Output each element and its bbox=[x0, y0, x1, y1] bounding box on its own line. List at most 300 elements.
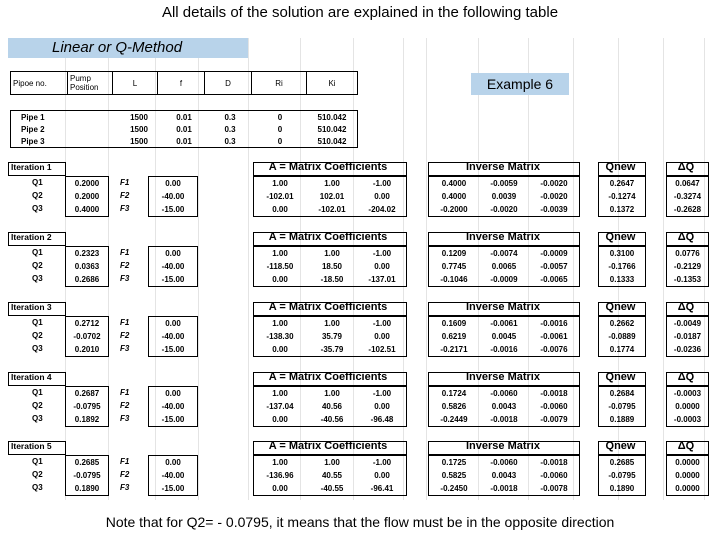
f-labels bbox=[120, 246, 129, 285]
q-values bbox=[65, 316, 109, 357]
iteration-block bbox=[8, 441, 708, 497]
header-f: f bbox=[158, 72, 205, 95]
f-label: F1 bbox=[120, 318, 130, 327]
iteration-block bbox=[8, 162, 708, 218]
f-label: F1 bbox=[120, 457, 130, 466]
inverse-matrix-cell: 0.5825 bbox=[441, 471, 467, 480]
dq-header: ΔQ bbox=[677, 440, 695, 452]
a-matrix bbox=[253, 316, 407, 357]
inverse-matrix-cell: -0.0061 bbox=[540, 332, 568, 341]
dq-value: -0.1353 bbox=[673, 275, 702, 284]
inverse-header-box bbox=[428, 302, 580, 316]
iteration-title-box bbox=[8, 232, 66, 246]
a-matrix-cell: 0.00 bbox=[374, 332, 390, 341]
dq-value: -0.0003 bbox=[673, 389, 702, 398]
f-labels bbox=[120, 176, 129, 215]
q-value: 0.2000 bbox=[74, 192, 100, 201]
a-matrix-cell: -102.01 bbox=[266, 192, 294, 201]
example-label: Example 6 bbox=[486, 76, 554, 92]
inverse-matrix-cell: -0.0074 bbox=[490, 249, 518, 258]
method-title: Linear or Q-Method bbox=[52, 39, 183, 56]
pipe-ki-cell: 510.042 bbox=[317, 136, 347, 146]
f-labels bbox=[120, 316, 129, 355]
a-matrix-cell: 0.00 bbox=[272, 415, 288, 424]
inverse-matrix-cell: -0.2000 bbox=[440, 205, 468, 214]
qnew-header: Qnew bbox=[605, 231, 636, 243]
matrix-header: A = Matrix Coefficients bbox=[268, 231, 388, 243]
f-value: -15.00 bbox=[161, 415, 185, 424]
qnew-header: Qnew bbox=[605, 301, 636, 313]
a-matrix-cell: -96.48 bbox=[370, 415, 394, 424]
qnew-header: Qnew bbox=[605, 161, 636, 173]
a-matrix-cell: 40.56 bbox=[321, 402, 343, 411]
qnew-value: 0.2647 bbox=[609, 179, 635, 188]
a-matrix-cell: -137.04 bbox=[266, 402, 294, 411]
q-values bbox=[65, 455, 109, 496]
page-title: All details of the solution are explained in the following table bbox=[161, 4, 559, 21]
f-value: -15.00 bbox=[161, 484, 185, 493]
pipe-ri-cell: 0 bbox=[277, 112, 283, 122]
pipe-pump-cell bbox=[75, 123, 117, 135]
a-matrix-cell: -40.55 bbox=[320, 484, 344, 493]
row-label: Q1 bbox=[32, 178, 43, 187]
f-values bbox=[148, 176, 198, 217]
dq-header-box bbox=[666, 232, 709, 246]
a-matrix-cell: -1.00 bbox=[372, 458, 392, 467]
qnew-values bbox=[598, 176, 646, 217]
dq-value: 0.0000 bbox=[675, 484, 700, 493]
pipe-row bbox=[11, 111, 358, 124]
a-matrix-cell: -1.00 bbox=[372, 249, 392, 258]
f-values bbox=[148, 316, 198, 357]
inverse-matrix-cell: 0.0043 bbox=[491, 402, 517, 411]
inverse-matrix-cell: -0.0079 bbox=[540, 415, 568, 424]
row-label: Q2 bbox=[32, 191, 43, 200]
inverse-matrix-cell: -0.0061 bbox=[490, 319, 518, 328]
inverse-matrix-cell: -0.0078 bbox=[540, 484, 568, 493]
f-label: F2 bbox=[120, 191, 130, 200]
row-labels bbox=[32, 455, 43, 494]
q-values bbox=[65, 246, 109, 287]
inverse-matrix-cell: 0.1724 bbox=[441, 389, 467, 398]
qnew-header-box bbox=[598, 372, 646, 386]
iteration-title: Iteration 3 bbox=[11, 302, 52, 312]
example-label-box bbox=[471, 73, 569, 95]
a-matrix-cell: 1.00 bbox=[324, 319, 340, 328]
row-label: Q1 bbox=[32, 248, 43, 257]
f-value: -15.00 bbox=[161, 275, 185, 284]
qnew-value: 0.2684 bbox=[609, 389, 635, 398]
dq-header: ΔQ bbox=[677, 161, 695, 173]
inverse-matrix-cell: 0.0043 bbox=[491, 471, 517, 480]
q-value: -0.0795 bbox=[73, 471, 101, 480]
pipe-d-cell: 0.3 bbox=[224, 124, 236, 134]
iteration-title: Iteration 5 bbox=[11, 441, 52, 451]
inverse-matrix-cell: 0.4000 bbox=[441, 192, 467, 201]
pipe-ki-cell: 510.042 bbox=[317, 124, 347, 134]
inverse-matrix-cell: 0.1209 bbox=[441, 249, 467, 258]
inverse-matrix-cell: -0.0060 bbox=[490, 389, 518, 398]
row-label: Q2 bbox=[32, 470, 43, 479]
a-matrix-cell: 0.00 bbox=[374, 192, 390, 201]
dq-header: ΔQ bbox=[677, 371, 695, 383]
qnew-value: 0.2685 bbox=[609, 458, 635, 467]
matrix-header: A = Matrix Coefficients bbox=[268, 371, 388, 383]
qnew-header-box bbox=[598, 232, 646, 246]
row-label: Q1 bbox=[32, 318, 43, 327]
inverse-matrix-cell: -0.0020 bbox=[540, 179, 568, 188]
inverse-matrix-cell: -0.2449 bbox=[440, 415, 468, 424]
header-Ri: Ri bbox=[252, 72, 307, 95]
qnew-value: 0.3100 bbox=[609, 249, 635, 258]
q-values bbox=[65, 176, 109, 217]
inverse-matrix-cell: 0.1725 bbox=[441, 458, 467, 467]
inverse-matrix-cell: 0.0065 bbox=[491, 262, 517, 271]
dq-values bbox=[666, 246, 709, 287]
inverse-matrix-cell: 0.0039 bbox=[491, 192, 517, 201]
inverse-header: Inverse Matrix bbox=[466, 231, 540, 243]
a-matrix-cell: 18.50 bbox=[321, 262, 343, 271]
pipe-name-cell: Pipe 2 bbox=[21, 124, 45, 134]
pipe-pump-cell bbox=[75, 135, 117, 148]
params-header-table bbox=[10, 71, 358, 95]
a-matrix-cell: 102.01 bbox=[319, 192, 345, 201]
q-value: -0.0702 bbox=[73, 332, 101, 341]
method-title-bar bbox=[8, 38, 248, 58]
a-matrix bbox=[253, 246, 407, 287]
dq-value: -0.0003 bbox=[673, 415, 702, 424]
inverse-matrix-cell: -0.2450 bbox=[440, 484, 468, 493]
pipe-name-cell: Pipe 1 bbox=[21, 112, 45, 122]
f-value: -40.00 bbox=[161, 402, 185, 411]
row-labels bbox=[32, 176, 43, 215]
a-matrix bbox=[253, 176, 407, 217]
qnew-values bbox=[598, 455, 646, 496]
matrix-header: A = Matrix Coefficients bbox=[268, 301, 388, 313]
inverse-matrix-cell: -0.0065 bbox=[540, 275, 568, 284]
qnew-value: -0.0795 bbox=[608, 402, 636, 411]
pipe-l-cell: 1500 bbox=[130, 124, 148, 134]
row-label: Q1 bbox=[32, 388, 43, 397]
pipe-f-cell: 0.01 bbox=[176, 124, 192, 134]
f-label: F3 bbox=[120, 204, 130, 213]
inverse-matrix-cell: -0.0016 bbox=[490, 345, 518, 354]
f-values bbox=[148, 455, 198, 496]
a-matrix-cell: 1.00 bbox=[272, 389, 288, 398]
matrix-header: A = Matrix Coefficients bbox=[268, 161, 388, 173]
inverse-matrix-cell: -0.0018 bbox=[490, 484, 518, 493]
qnew-value: 0.1774 bbox=[609, 345, 635, 354]
a-matrix-cell: 1.00 bbox=[324, 249, 340, 258]
a-matrix-cell: -204.02 bbox=[368, 205, 396, 214]
row-label: Q2 bbox=[32, 401, 43, 410]
dq-values bbox=[666, 386, 709, 427]
inverse-matrix-cell: -0.2171 bbox=[440, 345, 468, 354]
qnew-value: -0.1274 bbox=[608, 192, 636, 201]
f-label: F2 bbox=[120, 261, 130, 270]
f-value: -40.00 bbox=[161, 262, 185, 271]
qnew-header: Qnew bbox=[605, 440, 636, 452]
dq-header-box bbox=[666, 441, 709, 455]
a-matrix-cell: 0.00 bbox=[374, 402, 390, 411]
a-matrix-cell: 1.00 bbox=[324, 179, 340, 188]
f-label: F3 bbox=[120, 414, 130, 423]
inverse-matrix-cell: -0.1046 bbox=[440, 275, 468, 284]
inverse-header-box bbox=[428, 162, 580, 176]
row-label: Q2 bbox=[32, 261, 43, 270]
pipes-table bbox=[10, 110, 358, 148]
f-label: F3 bbox=[120, 344, 130, 353]
dq-header: ΔQ bbox=[677, 231, 695, 243]
a-matrix-cell: 0.00 bbox=[272, 345, 288, 354]
inverse-matrix-cell: -0.0060 bbox=[540, 471, 568, 480]
dq-header-box bbox=[666, 162, 709, 176]
iteration-title: Iteration 4 bbox=[11, 372, 52, 382]
dq-value: 0.0000 bbox=[675, 402, 700, 411]
f-label: F2 bbox=[120, 331, 130, 340]
iteration-title: Iteration 2 bbox=[11, 232, 52, 242]
f-value: 0.00 bbox=[165, 458, 181, 467]
qnew-header-box bbox=[598, 162, 646, 176]
a-matrix-cell: -35.79 bbox=[320, 345, 344, 354]
a-matrix-cell: 0.00 bbox=[374, 262, 390, 271]
q-value: 0.2000 bbox=[74, 179, 100, 188]
f-label: F3 bbox=[120, 483, 130, 492]
matrix-header-box bbox=[253, 372, 407, 386]
dq-value: 0.0647 bbox=[675, 179, 700, 188]
dq-header-box bbox=[666, 302, 709, 316]
inverse-matrix-cell: -0.0009 bbox=[490, 275, 518, 284]
qnew-values bbox=[598, 386, 646, 427]
pipe-name-cell: Pipe 3 bbox=[21, 136, 45, 146]
pipe-d-cell: 0.3 bbox=[224, 136, 236, 146]
f-label: F3 bbox=[120, 274, 130, 283]
f-values bbox=[148, 246, 198, 287]
row-label: Q3 bbox=[32, 414, 43, 423]
f-labels bbox=[120, 386, 129, 425]
f-value: -40.00 bbox=[161, 192, 185, 201]
iteration-block bbox=[8, 302, 708, 358]
pipe-pump-cell bbox=[75, 111, 117, 124]
f-value: 0.00 bbox=[165, 319, 181, 328]
a-matrix-cell: 35.79 bbox=[321, 332, 343, 341]
inverse-matrix-cell: -0.0020 bbox=[540, 192, 568, 201]
inverse-matrix-cell: -0.0018 bbox=[490, 415, 518, 424]
f-labels bbox=[120, 455, 129, 494]
inverse-matrix-cell: -0.0018 bbox=[540, 458, 568, 467]
dq-value: -0.2129 bbox=[673, 262, 702, 271]
q-values bbox=[65, 386, 109, 427]
inverse-header-box bbox=[428, 441, 580, 455]
iteration-title-box bbox=[8, 372, 66, 386]
dq-value: -0.0049 bbox=[673, 319, 702, 328]
inverse-matrix-cell: -0.0039 bbox=[540, 205, 568, 214]
q-value: 0.2687 bbox=[74, 389, 100, 398]
inverse-matrix-cell: -0.0076 bbox=[540, 345, 568, 354]
dq-values bbox=[666, 176, 709, 217]
inverse-header: Inverse Matrix bbox=[466, 161, 540, 173]
a-matrix-cell: 1.00 bbox=[272, 179, 288, 188]
pipe-row bbox=[11, 123, 358, 135]
dq-values bbox=[666, 316, 709, 357]
matrix-header-box bbox=[253, 232, 407, 246]
bottom-note: Note that for Q2= - 0.0795, it means that the flow must be in the opposite direction bbox=[105, 514, 615, 530]
a-matrix-cell: -1.00 bbox=[372, 179, 392, 188]
row-label: Q3 bbox=[32, 344, 43, 353]
iteration-block bbox=[8, 372, 708, 428]
header-pump-position: Pump Position bbox=[68, 72, 113, 95]
a-matrix-cell: 0.00 bbox=[272, 484, 288, 493]
qnew-header-box bbox=[598, 441, 646, 455]
f-value: -15.00 bbox=[161, 345, 185, 354]
qnew-value: 0.1372 bbox=[609, 205, 635, 214]
q-value: 0.2323 bbox=[74, 249, 100, 258]
dq-value: -0.0236 bbox=[673, 345, 702, 354]
q-value: 0.2686 bbox=[74, 275, 100, 284]
a-matrix-cell: -40.56 bbox=[320, 415, 344, 424]
pipe-ri-cell: 0 bbox=[277, 136, 283, 146]
a-matrix-cell: 0.00 bbox=[374, 471, 390, 480]
q-value: 0.2712 bbox=[74, 319, 100, 328]
dq-values bbox=[666, 455, 709, 496]
inverse-matrix bbox=[428, 455, 580, 496]
row-labels bbox=[32, 316, 43, 355]
a-matrix-cell: -138.30 bbox=[266, 332, 294, 341]
row-labels bbox=[32, 246, 43, 285]
a-matrix-cell: 1.00 bbox=[324, 389, 340, 398]
f-label: F1 bbox=[120, 178, 130, 187]
a-matrix-cell: -96.41 bbox=[370, 484, 394, 493]
qnew-value: 0.1889 bbox=[609, 415, 635, 424]
a-matrix bbox=[253, 455, 407, 496]
qnew-value: 0.1890 bbox=[609, 484, 635, 493]
a-matrix-cell: -18.50 bbox=[320, 275, 344, 284]
inverse-matrix-cell: 0.1609 bbox=[441, 319, 467, 328]
f-label: F2 bbox=[120, 401, 130, 410]
iteration-block bbox=[8, 232, 708, 288]
inverse-matrix bbox=[428, 246, 580, 287]
inverse-header: Inverse Matrix bbox=[466, 301, 540, 313]
row-label: Q3 bbox=[32, 204, 43, 213]
pipe-l-cell: 1500 bbox=[130, 136, 148, 146]
q-value: 0.0363 bbox=[74, 262, 100, 271]
f-value: -40.00 bbox=[161, 332, 185, 341]
qnew-value: 0.2662 bbox=[609, 319, 635, 328]
iteration-title-box bbox=[8, 162, 66, 176]
a-matrix-cell: -102.51 bbox=[368, 345, 396, 354]
inverse-matrix-cell: -0.0018 bbox=[540, 389, 568, 398]
qnew-values bbox=[598, 316, 646, 357]
qnew-value: -0.0795 bbox=[608, 471, 636, 480]
a-matrix-cell: 1.00 bbox=[272, 458, 288, 467]
pipe-f-cell: 0.01 bbox=[176, 112, 192, 122]
pipe-ri-cell: 0 bbox=[277, 124, 283, 134]
inverse-matrix-cell: 0.4000 bbox=[441, 179, 467, 188]
dq-value: 0.0776 bbox=[675, 249, 700, 258]
a-matrix-cell: -137.01 bbox=[368, 275, 396, 284]
dq-value: 0.0000 bbox=[675, 471, 700, 480]
pipe-l-cell: 1500 bbox=[130, 112, 148, 122]
a-matrix-cell: 40.55 bbox=[321, 471, 343, 480]
a-matrix-cell: -118.50 bbox=[266, 262, 294, 271]
a-matrix-cell: -1.00 bbox=[372, 319, 392, 328]
dq-header: ΔQ bbox=[677, 301, 695, 313]
f-label: F2 bbox=[120, 470, 130, 479]
inverse-matrix-cell: -0.0060 bbox=[540, 402, 568, 411]
inverse-matrix-cell: 0.0045 bbox=[491, 332, 517, 341]
row-label: Q1 bbox=[32, 457, 43, 466]
a-matrix-cell: -102.01 bbox=[318, 205, 346, 214]
pipe-row bbox=[11, 135, 358, 148]
inverse-matrix-cell: -0.0020 bbox=[490, 205, 518, 214]
header-Ki: Ki bbox=[307, 72, 358, 95]
qnew-header-box bbox=[598, 302, 646, 316]
inverse-matrix-cell: 0.5826 bbox=[441, 402, 467, 411]
qnew-value: -0.1766 bbox=[608, 262, 636, 271]
row-labels bbox=[32, 386, 43, 425]
header-L: L bbox=[113, 72, 158, 95]
inverse-matrix bbox=[428, 176, 580, 217]
a-matrix bbox=[253, 386, 407, 427]
pipe-d-cell: 0.3 bbox=[224, 112, 236, 122]
qnew-value: -0.0889 bbox=[608, 332, 636, 341]
a-matrix-cell: 0.00 bbox=[272, 205, 288, 214]
matrix-header-box bbox=[253, 302, 407, 316]
f-label: F1 bbox=[120, 388, 130, 397]
pipe-f-cell: 0.01 bbox=[176, 136, 192, 146]
q-value: 0.1892 bbox=[74, 415, 100, 424]
a-matrix-cell: -136.96 bbox=[266, 471, 294, 480]
a-matrix-cell: -1.00 bbox=[372, 389, 392, 398]
qnew-values bbox=[598, 246, 646, 287]
inverse-matrix-cell: -0.0059 bbox=[490, 179, 518, 188]
inverse-header-box bbox=[428, 232, 580, 246]
f-value: -40.00 bbox=[161, 471, 185, 480]
dq-value: -0.2628 bbox=[673, 205, 702, 214]
a-matrix-cell: 1.00 bbox=[324, 458, 340, 467]
row-label: Q3 bbox=[32, 483, 43, 492]
q-value: 0.1890 bbox=[74, 484, 100, 493]
inverse-matrix-cell: -0.0057 bbox=[540, 262, 568, 271]
f-value: 0.00 bbox=[165, 249, 181, 258]
inverse-matrix-cell: 0.7745 bbox=[441, 262, 467, 271]
f-value: 0.00 bbox=[165, 389, 181, 398]
dq-value: 0.0000 bbox=[675, 458, 700, 467]
q-value: 0.2010 bbox=[74, 345, 100, 354]
inverse-matrix bbox=[428, 386, 580, 427]
header-D: D bbox=[205, 72, 252, 95]
matrix-header-box bbox=[253, 162, 407, 176]
iteration-title-box bbox=[8, 302, 66, 316]
qnew-value: 0.1333 bbox=[609, 275, 635, 284]
iteration-title-box bbox=[8, 441, 66, 455]
dq-value: -0.3274 bbox=[673, 192, 702, 201]
f-value: -15.00 bbox=[161, 205, 185, 214]
inverse-header-box bbox=[428, 372, 580, 386]
a-matrix-cell: 1.00 bbox=[272, 249, 288, 258]
inverse-header: Inverse Matrix bbox=[466, 371, 540, 383]
a-matrix-cell: 0.00 bbox=[272, 275, 288, 284]
qnew-header: Qnew bbox=[605, 371, 636, 383]
q-value: -0.0795 bbox=[73, 402, 101, 411]
pipe-ki-cell: 510.042 bbox=[317, 112, 347, 122]
inverse-matrix-cell: -0.0009 bbox=[540, 249, 568, 258]
row-label: Q2 bbox=[32, 331, 43, 340]
row-label: Q3 bbox=[32, 274, 43, 283]
header-pipe-no: Pipoe no. bbox=[11, 72, 68, 95]
q-value: 0.2685 bbox=[74, 458, 100, 467]
matrix-header-box bbox=[253, 441, 407, 455]
